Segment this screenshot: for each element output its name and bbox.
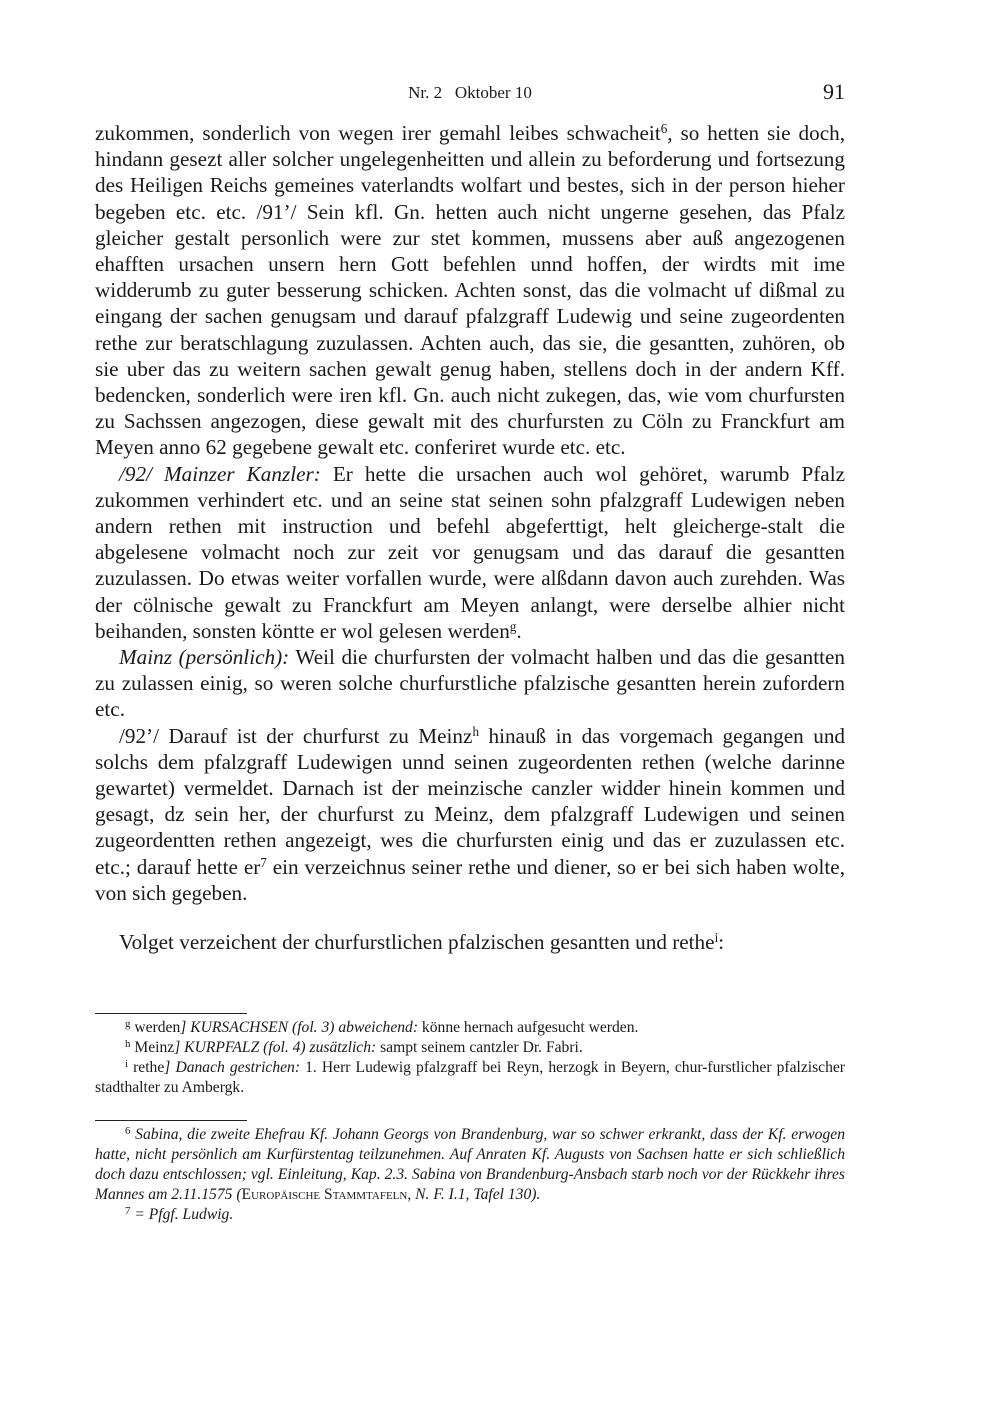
textnote-g [95, 1018, 845, 1038]
note-bracket: ] [174, 1039, 185, 1056]
paragraph-text: hinauß in das vorgemach gegangen und solchs dem pfalzgraff Ludewigen unnd seinen zugeordenten rethen (welche darinne gewartet) vermeldet. Darnach ist der meinzische canzler widder hinein kommen und gesagt, dz sein her, der churfurst zu Meinz, dem pfalzgraff Ludewigen und seinen zugeordentten rethen angezeigt, wes die churfursten einig und das er zuzulassen etc. etc.; darauf hette er [95, 723, 846, 879]
note-text: Sabina, die zweite Ehefrau Kf. Johann Georgs von Brandenburg, war so schwer erkrankt, dass der Kf. erwogen hatte, nicht persönlich am Kurfürstentag teilzunehmen. Auf Anraten Kf. Augusts von Sachsen hatte er sich schließlich doch dazu entschlossen; vgl. Einleitung, Kap. 2.3. Sabina von Brandenburg-Ansbach starb noch vor der Rückkehr ihres Mannes am 2.11.1575 ( [95, 1126, 845, 1203]
paragraph-1 [95, 120, 845, 461]
note-text: sampt seinem cantzler Dr. Fabri. [376, 1039, 583, 1056]
textnote-i [95, 1058, 845, 1098]
paragraph-4 [95, 723, 845, 906]
textnotes-rule [95, 1013, 247, 1014]
note-text: = Pfgf. Ludwig. [130, 1206, 234, 1223]
paragraph-text: ein verzeichnus seiner rethe und diener, so er bei sich haben wolte, von sich gegeben. [95, 854, 845, 905]
paragraph-text: /92’/ Darauf ist der churfurst zu Meinz [119, 723, 473, 748]
note-mark: 7 [125, 1205, 131, 1218]
paragraph-text: Weil die churfursten der volmacht halben und das die gesantten zu zulassen einig, so weren solche churfurstliche pfalzische gesantten herein zufordern etc. [95, 645, 845, 722]
page-number: 91 [823, 79, 845, 104]
paragraph-text: zukommen, sonderlich von wegen irer gemahl leibes schwacheit [95, 121, 661, 145]
footnote-ref-g[interactable]: g [509, 618, 517, 634]
paragraph-2 [95, 461, 845, 644]
paragraph-5 [95, 929, 845, 955]
note-text: könne hernach aufgesucht werden. [418, 1019, 639, 1036]
footnote-ref-6[interactable]: 6 [660, 120, 668, 136]
note-lemma: Meinz [130, 1039, 175, 1056]
note-text: N. F. I.1, Tafel 130). [411, 1186, 541, 1203]
note-source: KURSACHSEN (fol. 3) abweichend: [190, 1019, 419, 1036]
main-text [95, 120, 845, 955]
running-head [95, 80, 845, 106]
note-mark: 6 [125, 1125, 131, 1138]
paragraph-text: : [718, 930, 725, 955]
paragraph-text: Er hette die ursachen auch wol gehöret, warumb Pfalz zukommen verhindert etc. und an seine stat seinen sohn pfalzgraff Ludewigen neben andern rethen mit instruction und befehl abgeferttigt, helt gleicherge-stalt die abgelesene volmacht noch zur zeit vor genugsam und das darauf die gesantten zuzulassen. Do etwas weiter vorfallen wurde, were alßdann davon auch zurehden. Was der cölnische gewalt zu Franckfurt am Meyen anlangt, were derselbe alhier nicht beihanden, sonsten köntte er wol gelesen werden [95, 461, 845, 643]
paragraph-text: , so hetten sie doch, hindann gesezt aller solcher ungelegenheitten und allein zu beforderung und fortsezung des Heiligen Reichs gemeines vaterlandts wolfart und bestes, sich in der person hieher begeben etc. etc. /91’/ Sein kfl. Gn. hetten auch nicht ungerne gesehen, das Pfalz gleicher gestalt personlich were zur stet kommen, mussens aber auß angezogenen ehafften ursachen unsern hern Gott befehlen unnd hoffen, der wirdts mit ime widderumb zu guter besserung schicken. Achten sonst, das die volmacht uf dißmal zu eingang der sachen genugsam und darauf pfalzgraff Ludewig und seine zugeordenten rethe zur beratschlagung zuzulassen. Achten auch, das sie, die gesantten, zuhören, ob sie uber das zu weitern sachen gewalt genug haben, stellens doch in der andern Kff. bedencken, sonderlich were iren kfl. Gn. auch nicht zukegen, das, wie vom churfursten zu Sachssen angezogen, diese gewalt mit des churfursten zu Cöln zu Franckfurt am Meyen anno 62 gegebene gewalt etc. conferiret wurde etc. etc. [95, 121, 845, 460]
speaker-label: Mainz (persönlich): [119, 645, 290, 670]
footnote-ref-i[interactable]: i [714, 929, 719, 945]
note-bracket: ] [164, 1059, 176, 1076]
note-source: KURPFALZ (fol. 4) zusätzlich: [184, 1039, 377, 1056]
note-mark: g [125, 1018, 131, 1031]
footnote-ref-7[interactable]: 7 [260, 854, 267, 870]
note-bracket: ] [180, 1019, 191, 1036]
paragraph-3 [95, 644, 845, 723]
note-text: 1. Herr Ludewig pfalzgraff bei Reyn, herzogk in Beyern, chur-furstlicher pfalzischer stadthalter zu Ambergk. [95, 1059, 845, 1096]
speaker-label: /92/ Mainzer Kanzler: [119, 461, 321, 486]
paragraph-text: Volget verzeichent der churfurstlichen pfalzischen gesantten und rethe [119, 930, 715, 955]
commentary-apparatus [95, 1125, 845, 1225]
textnote-h [95, 1038, 845, 1058]
commentary-note-7 [95, 1205, 845, 1225]
textnotes-apparatus [95, 1018, 845, 1098]
note-source: Danach gestrichen: [175, 1059, 301, 1076]
note-citation: Europäische Stammtafeln, [241, 1186, 412, 1203]
note-lemma: rethe [128, 1059, 165, 1076]
footnote-ref-h[interactable]: h [472, 723, 479, 739]
commentary-note-6 [95, 1125, 845, 1205]
commentary-rule [95, 1120, 247, 1121]
note-mark: h [125, 1038, 131, 1051]
paragraph-text: . [516, 618, 522, 643]
note-mark: i [125, 1058, 129, 1071]
note-lemma: werden [130, 1019, 181, 1036]
running-title: Nr. 2 Oktober 10 [408, 83, 532, 102]
